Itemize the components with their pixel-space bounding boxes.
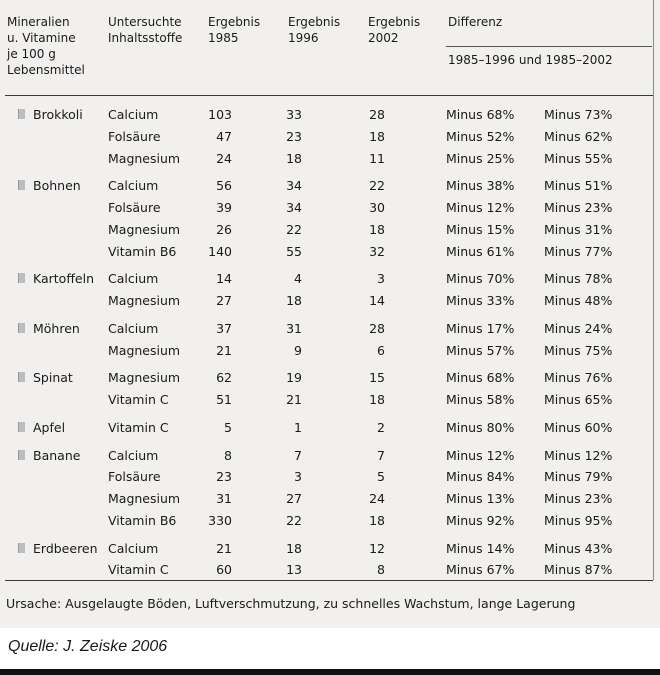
table-row <box>0 126 653 148</box>
difference-1985-2002: Minus 23% <box>544 491 613 506</box>
nutrient-name: Calcium <box>108 107 159 122</box>
difference-1985-2002: Minus 12% <box>544 447 613 463</box>
bullet-marker <box>18 450 25 460</box>
value-1996: 13 <box>286 562 302 578</box>
header-nutrient <box>108 14 182 46</box>
header-mineral-line: Lebensmittel <box>7 63 85 77</box>
difference-1985-1996: Minus 38% <box>446 178 515 194</box>
table-row <box>0 175 653 197</box>
difference-1985-1996: Minus 58% <box>446 392 515 407</box>
difference-1985-1996: Minus 67% <box>446 562 515 578</box>
value-1996: 34 <box>286 200 302 215</box>
table-row <box>0 559 653 581</box>
value-1996: 4 <box>294 271 302 287</box>
table-row <box>0 466 653 488</box>
difference-1985-1996: Minus 84% <box>446 469 515 485</box>
value-2002: 28 <box>369 107 385 122</box>
data-table <box>0 104 653 581</box>
table-row <box>0 268 653 290</box>
food-name: Kartoffeln <box>33 271 95 287</box>
difference-1985-1996: Minus 14% <box>446 540 515 556</box>
header-nutrient-line: Untersuchte <box>108 15 182 29</box>
difference-1985-2002: Minus 79% <box>544 469 613 485</box>
difference-1985-1996: Minus 12% <box>446 447 515 463</box>
header-2002-line: 2002 <box>368 31 399 45</box>
value-1996: 18 <box>286 150 302 166</box>
table-row <box>0 290 653 312</box>
source-citation: Quelle: J. Zeiske 2006 <box>8 638 168 655</box>
difference-1985-2002: Minus 76% <box>544 370 613 386</box>
value-1985: 39 <box>216 200 232 215</box>
difference-1985-1996: Minus 13% <box>446 491 515 506</box>
header-1996-line: 1996 <box>288 31 319 45</box>
header-1985-line: Ergebnis <box>208 15 261 29</box>
nutrient-name: Calcium <box>108 320 159 336</box>
header-difference-title: Differenz <box>448 15 503 29</box>
value-1985: 51 <box>216 392 232 407</box>
table-row <box>0 241 653 263</box>
value-1985: 60 <box>216 562 232 578</box>
bullet-marker <box>18 422 25 432</box>
difference-1985-1996: Minus 92% <box>446 512 515 528</box>
value-1985: 56 <box>216 178 232 194</box>
nutrient-name: Magnesium <box>108 370 181 386</box>
difference-1985-1996: Minus 57% <box>446 342 515 358</box>
header-mineral-line: u. Vitamine <box>7 31 76 45</box>
cause-note: Ursache: Ausgelaugte Böden, Luftverschmutzung, zu schnelles Wachstum, lange Lagerung <box>6 596 576 611</box>
value-1985: 23 <box>216 469 232 485</box>
difference-1985-2002: Minus 78% <box>544 271 613 287</box>
difference-1985-1996: Minus 61% <box>446 243 515 259</box>
value-2002: 7 <box>377 447 385 463</box>
bullet-marker <box>18 323 25 333</box>
value-2002: 18 <box>369 128 385 144</box>
difference-1985-2002: Minus 75% <box>544 342 613 358</box>
value-2002: 32 <box>369 243 385 259</box>
bullet-marker <box>18 273 25 283</box>
value-1996: 18 <box>286 293 302 308</box>
value-1996: 34 <box>286 178 302 194</box>
bullet-marker <box>18 109 25 119</box>
header-rule <box>5 95 653 96</box>
nutrient-name: Calcium <box>108 271 159 287</box>
table-row <box>0 219 653 241</box>
value-2002: 15 <box>369 370 385 386</box>
difference-1985-2002: Minus 48% <box>544 293 613 308</box>
value-1985: 37 <box>216 320 232 336</box>
value-2002: 12 <box>369 540 385 556</box>
value-1996: 21 <box>286 392 302 407</box>
value-2002: 5 <box>377 469 385 485</box>
value-1996: 19 <box>286 370 302 386</box>
value-1996: 18 <box>286 540 302 556</box>
food-name: Möhren <box>33 320 80 336</box>
table-row <box>0 318 653 340</box>
value-1996: 23 <box>286 128 302 144</box>
table-row <box>0 538 653 560</box>
table-row <box>0 197 653 219</box>
difference-1985-2002: Minus 60% <box>544 419 613 435</box>
value-1985: 31 <box>216 491 232 506</box>
header-difference-sub <box>448 52 613 68</box>
table-row <box>0 148 653 170</box>
header-2002-line: Ergebnis <box>368 15 421 29</box>
value-1985: 8 <box>224 447 232 463</box>
header-mineral <box>7 14 85 78</box>
difference-1985-1996: Minus 52% <box>446 128 515 144</box>
value-1996: 27 <box>286 491 302 506</box>
difference-1985-2002: Minus 87% <box>544 562 613 578</box>
nutrient-name: Magnesium <box>108 491 181 506</box>
value-1985: 24 <box>216 150 232 166</box>
nutrient-name: Vitamin B6 <box>108 512 177 528</box>
value-2002: 6 <box>377 342 385 358</box>
value-1996: 22 <box>286 221 302 237</box>
header-2002 <box>368 14 420 46</box>
header-sub-rule <box>446 46 652 47</box>
header-mineral-line: Mineralien <box>7 15 70 29</box>
table-row <box>0 510 653 532</box>
nutrient-name: Magnesium <box>108 221 181 237</box>
nutrient-name: Calcium <box>108 178 159 194</box>
food-name: Apfel <box>33 419 66 435</box>
value-1996: 33 <box>286 107 302 122</box>
food-name: Bohnen <box>33 178 81 194</box>
value-1985: 21 <box>216 540 232 556</box>
value-2002: 14 <box>369 293 385 308</box>
difference-1985-2002: Minus 43% <box>544 540 613 556</box>
bullet-marker <box>18 543 25 553</box>
value-2002: 28 <box>369 320 385 336</box>
value-2002: 11 <box>369 150 385 166</box>
difference-1985-2002: Minus 55% <box>544 150 613 166</box>
value-2002: 18 <box>369 512 385 528</box>
table-row <box>0 367 653 389</box>
value-1985: 103 <box>208 107 232 122</box>
header-1985-line: 1985 <box>208 31 239 45</box>
nutrient-name: Calcium <box>108 447 159 463</box>
bullet-marker <box>18 180 25 190</box>
nutrient-name: Magnesium <box>108 293 181 308</box>
value-1985: 330 <box>208 512 232 528</box>
difference-1985-2002: Minus 31% <box>544 221 613 237</box>
header-1996 <box>288 14 340 46</box>
bottom-bar <box>0 669 660 675</box>
header-1996-line: Ergebnis <box>288 15 341 29</box>
difference-1985-1996: Minus 17% <box>446 320 515 336</box>
value-2002: 3 <box>377 271 385 287</box>
nutrient-name: Magnesium <box>108 342 181 358</box>
food-name: Erdbeeren <box>33 540 98 556</box>
value-2002: 30 <box>369 200 385 215</box>
value-1985: 140 <box>208 243 232 259</box>
difference-1985-1996: Minus 70% <box>446 271 515 287</box>
difference-1985-2002: Minus 62% <box>544 128 613 144</box>
difference-1985-1996: Minus 80% <box>446 419 515 435</box>
nutrient-name: Folsäure <box>108 200 161 215</box>
header-mineral-line: je 100 g <box>7 47 56 61</box>
food-name: Brokkoli <box>33 107 83 122</box>
table-row <box>0 445 653 467</box>
food-name: Banane <box>33 447 81 463</box>
value-1985: 27 <box>216 293 232 308</box>
nutrient-name: Magnesium <box>108 150 181 166</box>
difference-1985-2002: Minus 73% <box>544 107 613 122</box>
value-2002: 18 <box>369 392 385 407</box>
table-row <box>0 417 653 439</box>
header-difference-sub-line: 1985–1996 und 1985–2002 <box>448 53 613 67</box>
difference-1985-1996: Minus 68% <box>446 107 515 122</box>
table-row <box>0 389 653 411</box>
value-2002: 24 <box>369 491 385 506</box>
table-row <box>0 488 653 510</box>
value-1985: 14 <box>216 271 232 287</box>
header-1985 <box>208 14 260 46</box>
value-2002: 2 <box>377 419 385 435</box>
difference-1985-1996: Minus 15% <box>446 221 515 237</box>
nutrient-name: Vitamin C <box>108 562 169 578</box>
table-row <box>0 340 653 362</box>
difference-1985-1996: Minus 12% <box>446 200 515 215</box>
value-1996: 31 <box>286 320 302 336</box>
nutrient-name: Vitamin C <box>108 392 169 407</box>
value-1996: 7 <box>294 447 302 463</box>
value-2002: 18 <box>369 221 385 237</box>
nutrient-name: Vitamin B6 <box>108 243 177 259</box>
difference-1985-2002: Minus 51% <box>544 178 613 194</box>
value-1996: 55 <box>286 243 302 259</box>
value-1985: 5 <box>224 419 232 435</box>
difference-1985-2002: Minus 77% <box>544 243 613 259</box>
value-1996: 22 <box>286 512 302 528</box>
value-1985: 21 <box>216 342 232 358</box>
table-row <box>0 104 653 126</box>
table-bottom-rule <box>5 580 653 581</box>
nutrient-name: Folsäure <box>108 469 161 485</box>
value-1985: 62 <box>216 370 232 386</box>
difference-1985-2002: Minus 95% <box>544 512 613 528</box>
value-1985: 47 <box>216 128 232 144</box>
nutrient-name: Calcium <box>108 540 159 556</box>
difference-1985-2002: Minus 24% <box>544 320 613 336</box>
value-1996: 3 <box>294 469 302 485</box>
header-difference <box>448 14 502 30</box>
header-nutrient-line: Inhaltsstoffe <box>108 31 183 45</box>
difference-1985-1996: Minus 33% <box>446 293 515 308</box>
difference-1985-2002: Minus 23% <box>544 200 613 215</box>
value-1996: 1 <box>294 419 302 435</box>
difference-1985-1996: Minus 68% <box>446 370 515 386</box>
value-2002: 8 <box>377 562 385 578</box>
value-2002: 22 <box>369 178 385 194</box>
difference-1985-2002: Minus 65% <box>544 392 613 407</box>
value-1996: 9 <box>294 342 302 358</box>
bullet-marker <box>18 372 25 382</box>
value-1985: 26 <box>216 221 232 237</box>
food-name: Spinat <box>33 370 73 386</box>
difference-1985-1996: Minus 25% <box>446 150 515 166</box>
nutrient-name: Vitamin C <box>108 419 169 435</box>
nutrient-name: Folsäure <box>108 128 161 144</box>
